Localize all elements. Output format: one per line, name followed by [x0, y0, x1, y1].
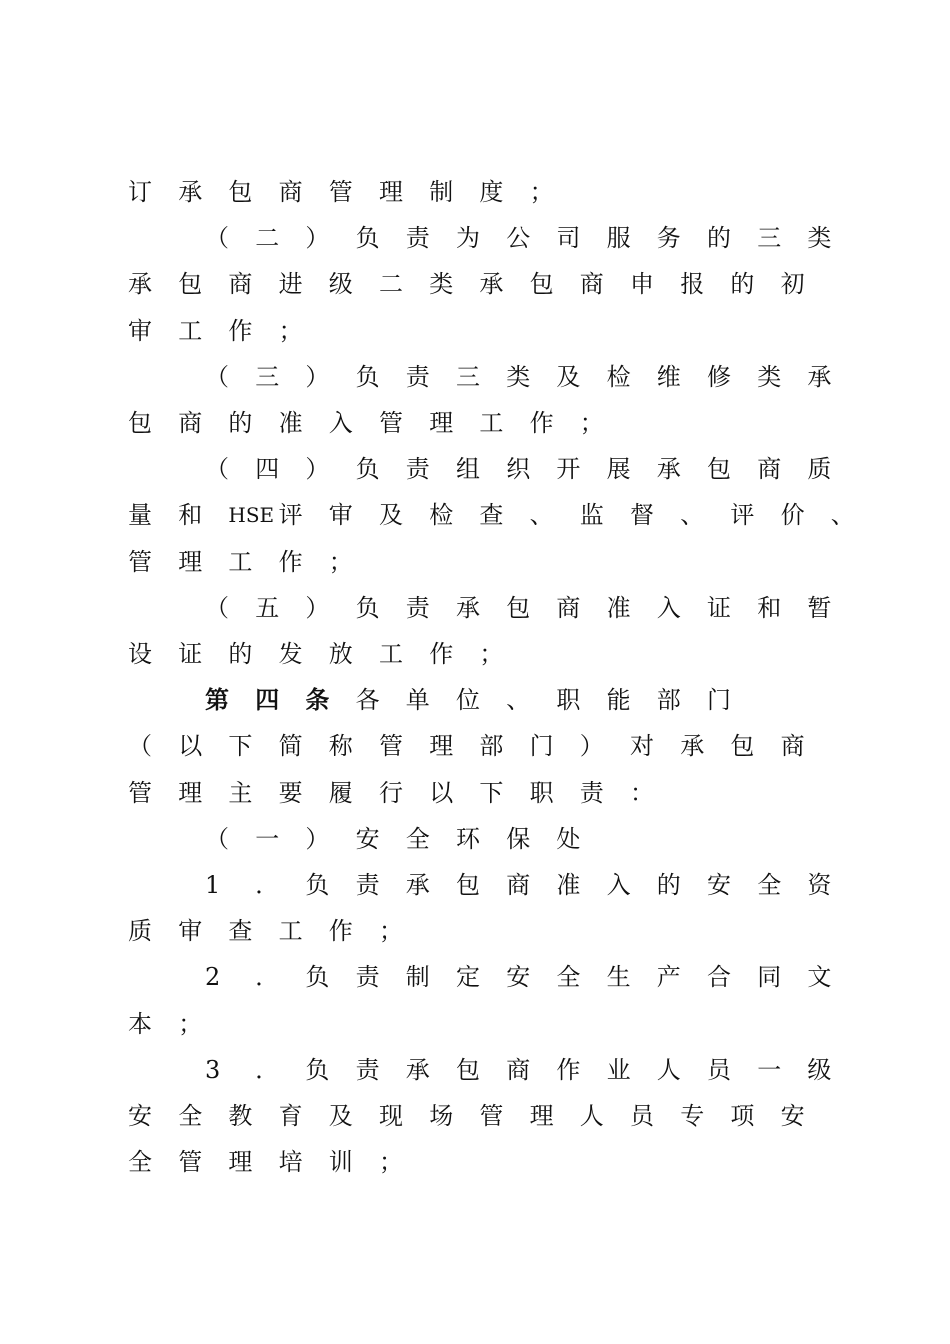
text-char: 商	[178, 409, 203, 437]
text-char: 查	[479, 501, 504, 530]
text-char: 类	[506, 362, 531, 391]
text-char: 管	[379, 732, 403, 761]
text-char: 作	[429, 640, 454, 668]
text-char: 商	[506, 871, 531, 899]
text-char: 责	[405, 362, 430, 391]
text-char: 处	[556, 824, 581, 853]
text-char: 组	[456, 455, 480, 484]
text-char: 门	[707, 686, 731, 715]
text-char: 作	[228, 316, 253, 345]
text-line	[0, 542, 950, 582]
text-char: 准	[278, 409, 303, 437]
text-char: 负	[355, 593, 380, 622]
text-char: 及	[556, 362, 581, 391]
text-char: 现	[379, 1102, 403, 1130]
text-char: 包	[707, 455, 731, 484]
text-char: 开	[556, 455, 581, 484]
text-char: 同	[757, 963, 782, 992]
text-char: 证	[178, 640, 203, 668]
text-char: 责	[405, 224, 430, 253]
text-char: 、	[529, 501, 554, 530]
text-char: 管	[128, 778, 152, 807]
text-char: 维	[656, 362, 681, 391]
text-char: 务	[656, 224, 681, 253]
text-char: 培	[278, 1148, 303, 1177]
text-line	[0, 634, 950, 674]
text-char: 放	[328, 640, 353, 668]
text-char: 专	[680, 1102, 705, 1130]
text-char: 及	[328, 1102, 353, 1130]
text-char: 安	[506, 963, 531, 992]
text-char: 四	[255, 455, 280, 484]
text-char: 职	[556, 686, 581, 715]
text-char: 包	[730, 732, 755, 761]
text-char: 的	[730, 270, 755, 299]
text-char: 责	[579, 778, 604, 807]
text-char: 入	[656, 593, 681, 622]
text-char: 主	[228, 778, 253, 807]
text-char: ；	[178, 1009, 203, 1038]
text-char: 环	[456, 824, 480, 853]
text-char: 工	[278, 917, 303, 946]
text-char: 对	[630, 732, 654, 761]
text-char: 、	[506, 686, 531, 715]
text-char: 项	[730, 1102, 755, 1130]
text-char: 门	[529, 732, 554, 761]
text-char: 入	[328, 409, 353, 437]
text-char: 本	[128, 1009, 152, 1038]
text-char: 三	[456, 362, 480, 391]
text-char: 理	[429, 732, 454, 761]
text-char: （	[205, 593, 229, 622]
text-char: 订	[128, 178, 152, 206]
text-char: 位	[456, 686, 480, 715]
text-char: 审	[128, 316, 152, 345]
text-char: 初	[780, 270, 805, 299]
text-char: 进	[278, 270, 303, 299]
text-char: 工	[178, 316, 203, 345]
text-line	[0, 773, 950, 813]
text-char: ）	[579, 732, 604, 761]
article-heading-char: 条	[305, 685, 330, 715]
text-char: 工	[228, 547, 253, 576]
text-char: 下	[479, 778, 504, 807]
text-char: 部	[479, 732, 504, 761]
text-char: ；	[529, 178, 554, 206]
text-char: 及	[379, 501, 403, 530]
text-char: 员	[707, 1055, 731, 1084]
text-char: 3	[205, 1055, 221, 1084]
text-char: 育	[278, 1102, 303, 1130]
text-char: 理	[178, 547, 203, 576]
text-char: 级	[328, 270, 353, 299]
text-char: 责	[355, 871, 380, 899]
text-line	[0, 680, 950, 720]
text-char: 三	[255, 362, 280, 391]
text-char: 督	[630, 501, 654, 530]
text-char: 安	[128, 1102, 152, 1130]
text-char: 作	[328, 917, 353, 946]
text-char: 暂	[807, 593, 832, 622]
text-char: 理	[429, 409, 454, 437]
text-char: 履	[328, 778, 353, 807]
text-char: 织	[506, 455, 531, 484]
text-line	[0, 1050, 950, 1090]
text-char: 承	[680, 732, 705, 761]
text-char: 承	[128, 270, 152, 299]
text-char: 作	[556, 1055, 581, 1084]
text-char: （	[128, 732, 152, 761]
text-char: 类	[807, 224, 832, 253]
text-char: 作	[278, 547, 303, 576]
text-char: ．	[255, 963, 280, 992]
article-heading-char: 四	[255, 685, 280, 715]
text-char: ；	[278, 316, 303, 345]
text-char: 作	[529, 409, 554, 437]
text-char: 公	[506, 224, 531, 253]
text-char: 承	[479, 270, 504, 299]
text-char: 资	[807, 871, 832, 899]
text-char: 申	[630, 270, 654, 299]
text-char: 的	[228, 409, 253, 437]
text-char: 包	[529, 270, 554, 299]
text-char: ．	[255, 871, 280, 899]
text-line	[0, 218, 950, 258]
text-char: 管	[379, 409, 403, 437]
text-char: 价	[780, 501, 805, 530]
text-char: 管	[178, 1148, 203, 1177]
text-line	[0, 357, 950, 397]
text-char: 工	[479, 409, 504, 437]
text-char: 保	[506, 824, 531, 853]
text-char: 承	[456, 593, 480, 622]
text-line	[0, 1096, 950, 1136]
text-line	[0, 588, 950, 628]
text-char: 负	[355, 224, 380, 253]
text-char: 教	[228, 1102, 253, 1130]
text-char: 全	[556, 963, 581, 992]
text-char: 的	[228, 640, 253, 668]
text-line	[0, 403, 950, 443]
text-char: 全	[757, 871, 782, 899]
text-char: 理	[178, 778, 203, 807]
text-char: 能	[606, 686, 631, 715]
text-char: 和	[178, 501, 203, 530]
text-char: 包	[506, 593, 531, 622]
text-char: 量	[128, 501, 152, 530]
text-char: 一	[255, 824, 280, 853]
text-char: 包	[128, 409, 152, 437]
text-char: 责	[355, 963, 380, 992]
text-char: 全	[178, 1102, 203, 1130]
text-char: 全	[128, 1148, 152, 1177]
text-char: ；	[379, 1148, 403, 1177]
article-heading-char: 第	[205, 685, 229, 715]
text-char: 以	[178, 732, 203, 761]
text-char: 责	[405, 593, 430, 622]
text-char: 评	[278, 501, 303, 530]
text-char: 五	[255, 593, 280, 622]
text-char: 全	[405, 824, 430, 853]
text-char: 包	[456, 871, 480, 899]
text-char: 商	[556, 593, 581, 622]
text-char: 训	[328, 1148, 353, 1177]
text-char: ：	[630, 778, 654, 807]
text-char: 二	[379, 270, 403, 299]
text-char: 修	[707, 362, 731, 391]
text-char: HSE	[228, 503, 275, 528]
text-char: ；	[579, 409, 604, 437]
text-char: 三	[757, 224, 782, 253]
text-line	[0, 865, 950, 905]
text-char: 、	[680, 501, 705, 530]
text-char: ；	[479, 640, 504, 668]
text-char: ）	[305, 362, 330, 391]
text-char: 商	[757, 455, 782, 484]
text-char: 理	[379, 178, 403, 206]
text-char: 责	[405, 455, 430, 484]
text-char: 场	[429, 1102, 454, 1130]
text-char: 包	[456, 1055, 480, 1084]
text-char: 行	[379, 778, 403, 807]
text-char: 安	[780, 1102, 805, 1130]
text-char: 安	[707, 871, 731, 899]
text-char: 类	[429, 270, 454, 299]
text-char: ）	[305, 593, 330, 622]
text-char: 承	[178, 178, 203, 206]
text-char: 入	[606, 871, 631, 899]
text-char: 定	[456, 963, 480, 992]
text-char: 包	[178, 270, 203, 299]
text-line	[0, 957, 950, 997]
text-char: 司	[556, 224, 581, 253]
text-char: 生	[606, 963, 631, 992]
text-char: 部	[656, 686, 681, 715]
text-char: 准	[606, 593, 631, 622]
text-char: （	[205, 824, 229, 853]
text-char: ．	[255, 1055, 280, 1084]
text-char: ；	[379, 917, 403, 946]
text-char: ）	[305, 824, 330, 853]
text-char: 合	[707, 963, 731, 992]
text-char: 审	[178, 917, 203, 946]
text-char: 承	[807, 362, 832, 391]
text-char: 负	[305, 1055, 330, 1084]
text-line	[0, 264, 950, 304]
text-char: 、	[830, 501, 855, 530]
text-char: 负	[355, 455, 380, 484]
text-char: 简	[278, 732, 303, 761]
text-char: 负	[305, 963, 330, 992]
text-line	[0, 311, 950, 351]
text-char: ；	[328, 547, 353, 576]
text-char: 员	[630, 1102, 654, 1130]
text-char: 二	[255, 224, 280, 253]
text-char: 管	[479, 1102, 504, 1130]
text-char: 的	[707, 224, 731, 253]
text-char: 人	[656, 1055, 681, 1084]
text-char: 负	[355, 362, 380, 391]
text-char: 发	[278, 640, 303, 668]
text-char: （	[205, 362, 229, 391]
text-char: ）	[305, 455, 330, 484]
text-char: 理	[529, 1102, 554, 1130]
text-char: 承	[405, 1055, 430, 1084]
text-char: 要	[278, 778, 303, 807]
text-line	[0, 819, 950, 859]
text-char: 业	[606, 1055, 631, 1084]
text-char: 为	[456, 224, 480, 253]
text-char: 检	[606, 362, 631, 391]
text-char: 以	[429, 778, 454, 807]
text-char: 产	[656, 963, 681, 992]
text-char: 和	[757, 593, 782, 622]
text-char: 度	[479, 178, 504, 206]
text-char: 负	[305, 871, 330, 899]
text-char: 评	[730, 501, 755, 530]
text-char: 理	[228, 1148, 253, 1177]
text-char: 文	[807, 963, 832, 992]
text-char: 查	[228, 917, 253, 946]
text-char: 制	[429, 178, 454, 206]
text-char: 质	[128, 917, 152, 946]
text-char: 商	[780, 732, 805, 761]
text-char: 承	[656, 455, 681, 484]
text-char: ）	[305, 224, 330, 253]
text-line	[0, 495, 950, 535]
text-char: 展	[606, 455, 631, 484]
text-line	[0, 172, 950, 212]
text-char: 审	[328, 501, 353, 530]
text-char: 设	[128, 640, 152, 668]
text-char: 下	[228, 732, 253, 761]
text-char: 单	[405, 686, 430, 715]
text-char: 职	[529, 778, 554, 807]
text-char: 检	[429, 501, 454, 530]
text-char: 商	[506, 1055, 531, 1084]
text-char: 包	[228, 178, 253, 206]
text-line	[0, 449, 950, 489]
text-line	[0, 726, 950, 766]
text-char: 证	[707, 593, 731, 622]
text-char: 人	[579, 1102, 604, 1130]
text-char: 商	[579, 270, 604, 299]
text-char: 服	[606, 224, 631, 253]
text-char: 商	[278, 178, 303, 206]
text-char: 各	[355, 686, 380, 715]
text-line	[0, 911, 950, 951]
text-char: 准	[556, 871, 581, 899]
text-char: 承	[405, 871, 430, 899]
text-char: （	[205, 455, 229, 484]
text-line	[0, 1142, 950, 1182]
text-line	[0, 1004, 950, 1044]
text-char: 质	[807, 455, 832, 484]
text-char: 管	[128, 547, 152, 576]
text-char: 的	[656, 871, 681, 899]
text-char: 工	[379, 640, 403, 668]
text-char: 报	[680, 270, 705, 299]
text-char: 1	[205, 871, 221, 899]
text-char: 监	[579, 501, 604, 530]
text-char: 商	[228, 270, 253, 299]
text-char: 安	[355, 824, 380, 853]
text-char: 级	[807, 1055, 832, 1084]
text-char: 2	[205, 963, 221, 992]
text-char: 称	[328, 732, 353, 761]
text-char: 一	[757, 1055, 782, 1084]
text-char: 类	[757, 362, 782, 391]
text-char: 管	[328, 178, 353, 206]
text-char: 制	[405, 963, 430, 992]
text-char: 责	[355, 1055, 380, 1084]
text-char: （	[205, 224, 229, 253]
